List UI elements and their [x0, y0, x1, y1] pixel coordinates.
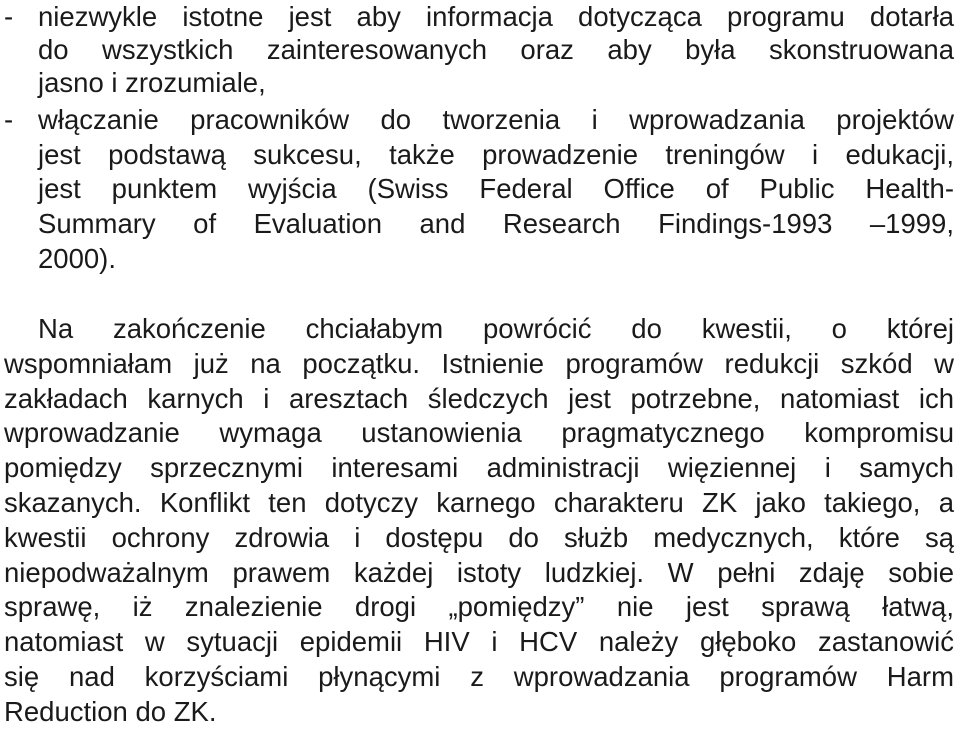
paragraph-line-6: skazanych. Konflikt ten dotyczy karnego charakteru ZK jako takiego, a: [4, 487, 954, 518]
bullet-2-line-2: jest podstawą sukcesu, także prowadzenie treningów i edukacji,: [38, 139, 954, 170]
paragraph-line-11: się nad korzyściami płynącymi z wprowadzania programów Harm: [4, 661, 954, 692]
bullet-1-line-1: niezwykle istotne jest aby informacja dotycząca programu dotarła: [38, 1, 954, 32]
bullet-2-line-5: 2000).: [38, 243, 116, 274]
paragraph-line-12: Reduction do ZK.: [4, 696, 217, 727]
bullet-dash: -: [4, 104, 14, 135]
bullet-2-line-4: Summary of Evaluation and Research Findings-1993 –1999,: [38, 208, 954, 239]
bullet-2-line-3: jest punktem wyjścia (Swiss Federal Office of Public Health-: [38, 173, 954, 204]
bullet-1-line-2: do wszystkich zainteresowanych oraz aby była skonstruowana: [38, 34, 954, 65]
bullet-1-line-3: jasno i zrozumiale,: [38, 67, 266, 98]
bullet-2-line-1: włączanie pracowników do tworzenia i wprowadzania projektów: [38, 104, 954, 135]
paragraph-line-7: kwestii ochrony zdrowia i dostępu do służb medycznych, które są: [4, 522, 954, 553]
paragraph-line-3: zakładach karnych i aresztach śledczych jest potrzebne, natomiast ich: [4, 383, 954, 414]
paragraph-line-4: wprowadzanie wymaga ustanowienia pragmatycznego kompromisu: [4, 417, 954, 448]
paragraph-line-10: natomiast w sytuacji epidemii HIV i HCV należy głęboko zastanowić: [4, 626, 954, 657]
paragraph-line-5: pomiędzy sprzecznymi interesami administracji więziennej i samych: [4, 452, 954, 483]
paragraph-line-8: niepodważalnym prawem każdej istoty ludzkiej. W pełni zdaję sobie: [4, 557, 954, 588]
paragraph-line-2: wspomniałam już na początku. Istnienie programów redukcji szkód w: [4, 348, 954, 379]
paragraph-line-9: sprawę, iż znalezienie drogi „pomiędzy” nie jest sprawą łatwą,: [4, 591, 954, 622]
paragraph-line-1: Na zakończenie chciałabym powrócić do kwestii, o której: [38, 313, 954, 344]
bullet-dash: -: [4, 1, 14, 32]
